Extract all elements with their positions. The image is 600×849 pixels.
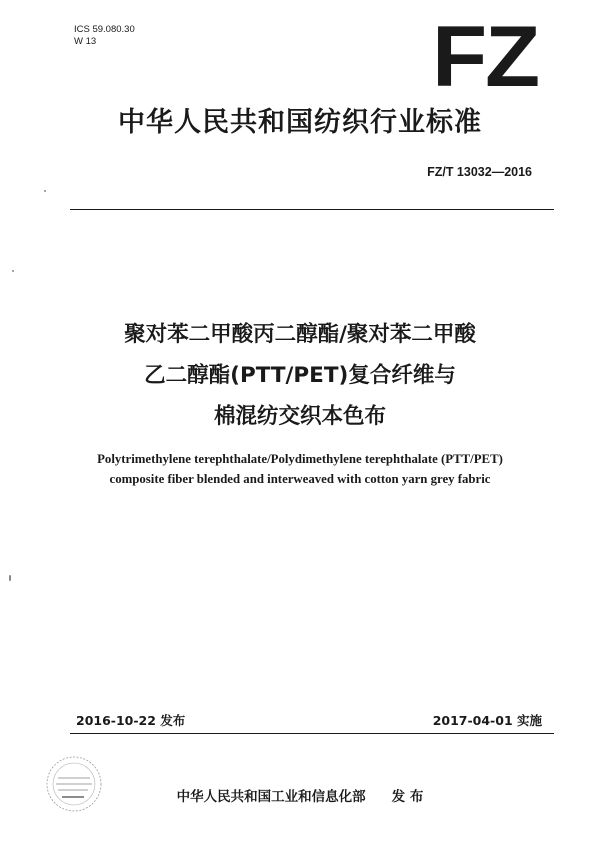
ics-code: ICS 59.080.30 [74,24,135,35]
scan-speck [9,575,11,581]
top-divider [70,209,554,210]
bottom-divider [70,733,554,734]
issuer-name: 中华人民共和国工业和信息化部 [176,789,366,805]
scan-speck [12,270,14,272]
standard-number: FZ/T 13032—2016 [427,165,532,179]
chinese-title-line: 乙二醇酯(PTT/PET)复合纤维与 [144,363,456,388]
issuing-authority [0,785,600,805]
fz-logo: FZ [431,9,538,105]
english-title-line: composite fiber blended and interweaved with cotton yarn grey fabric [109,472,491,486]
scan-speck [44,190,46,192]
standard-org-title: 中华人民共和国纺织行业标准 [118,107,482,138]
library-stamp-icon [44,754,104,814]
classification-codes [74,24,135,48]
english-title [0,449,600,489]
english-title-line: Polytrimethylene terephthalate/Polydimethylene terephthalate (PTT/PET) [97,452,503,466]
class-code: W 13 [74,36,97,47]
publish-date: 2016-10-22 发布 [76,713,186,728]
chinese-title-line: 聚对苯二甲酸丙二醇酯/聚对苯二甲酸 [124,322,476,347]
issuer-verb: 发 布 [391,789,424,805]
chinese-title-line: 棉混纺交织本色布 [213,404,386,429]
implement-date: 2017-04-01 实施 [432,713,542,728]
chinese-title [0,314,600,437]
